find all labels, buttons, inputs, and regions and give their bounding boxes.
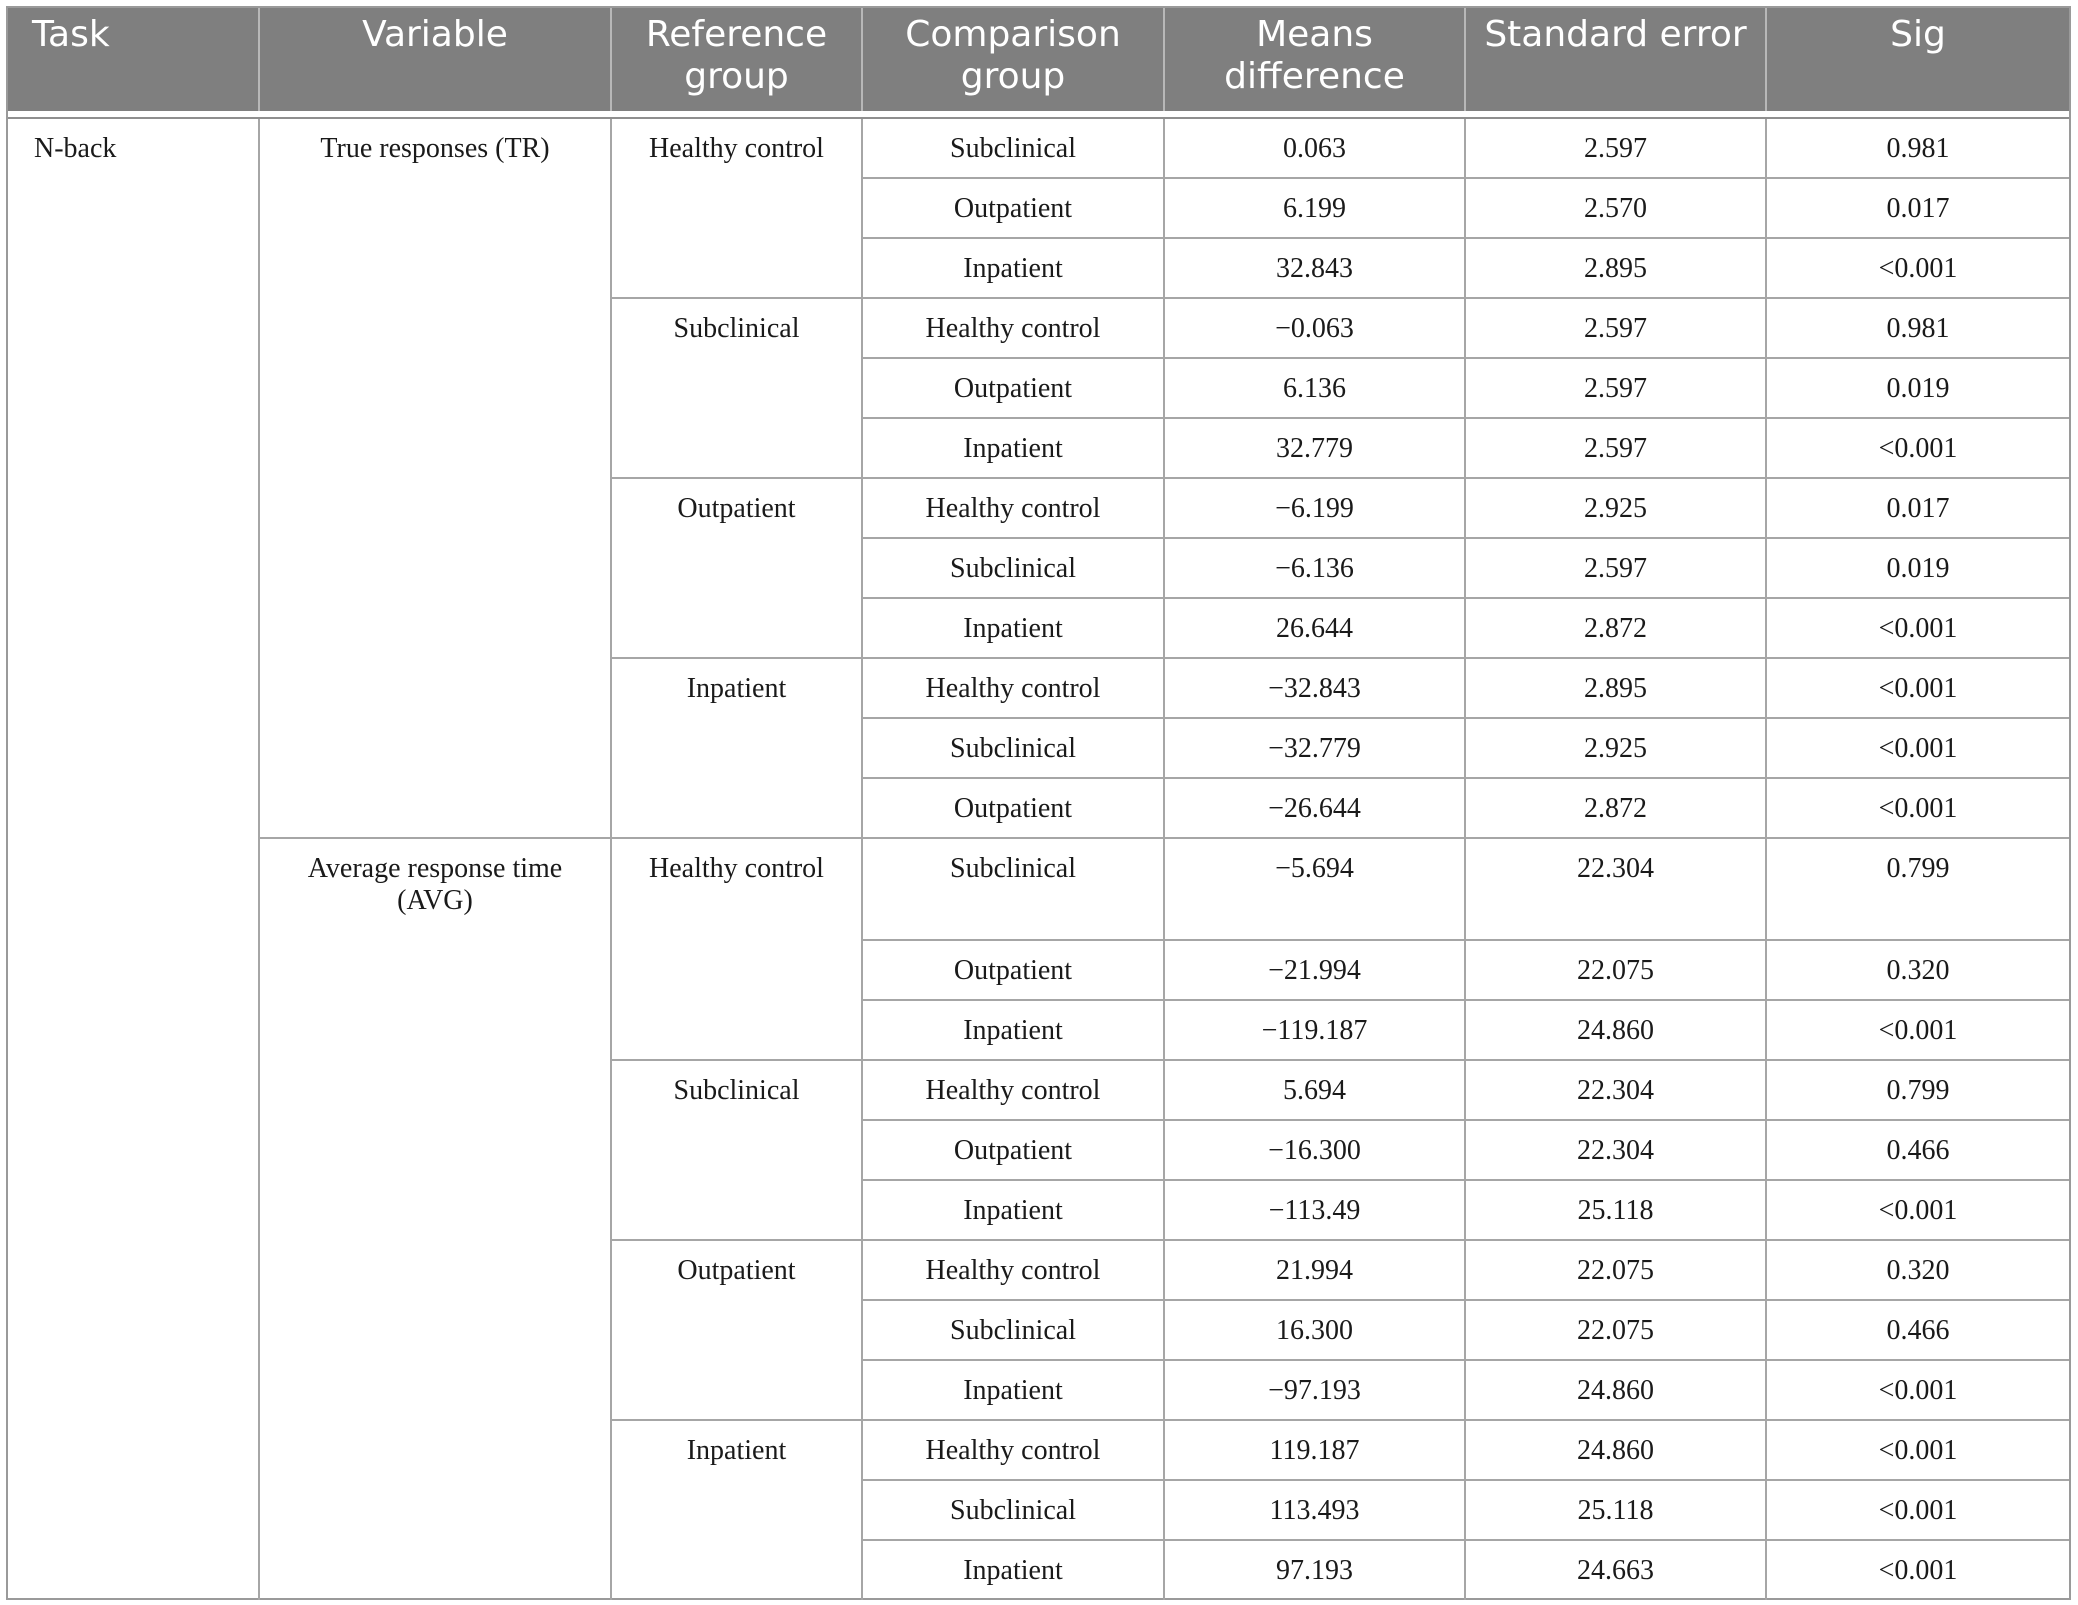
standard-error-cell: 2.895 bbox=[1465, 238, 1766, 298]
header-variable: Variable bbox=[259, 8, 611, 111]
reference-group-cell: Subclinical bbox=[611, 1060, 862, 1240]
table-header bbox=[8, 8, 2069, 118]
means-difference-cell: 26.644 bbox=[1164, 598, 1465, 658]
sig-cell: <0.001 bbox=[1766, 418, 2069, 478]
means-difference-cell: 119.187 bbox=[1164, 1420, 1465, 1480]
comparison-group-cell: Inpatient bbox=[862, 1540, 1164, 1600]
sig-cell: 0.799 bbox=[1766, 838, 2069, 940]
sig-cell: 0.019 bbox=[1766, 538, 2069, 598]
sig-cell: <0.001 bbox=[1766, 1360, 2069, 1420]
comparison-group-cell: Inpatient bbox=[862, 1000, 1164, 1060]
variable-cell: Average response time (AVG) bbox=[259, 838, 611, 1600]
means-difference-cell: 0.063 bbox=[1164, 118, 1465, 178]
comparison-group-cell: Healthy control bbox=[862, 478, 1164, 538]
means-difference-cell: −16.300 bbox=[1164, 1120, 1465, 1180]
means-difference-cell: 6.199 bbox=[1164, 178, 1465, 238]
sig-cell: <0.001 bbox=[1766, 1480, 2069, 1540]
comparison-group-cell: Subclinical bbox=[862, 1480, 1164, 1540]
standard-error-cell: 24.860 bbox=[1465, 1420, 1766, 1480]
sig-cell: <0.001 bbox=[1766, 1000, 2069, 1060]
standard-error-cell: 24.663 bbox=[1465, 1540, 1766, 1600]
standard-error-cell: 22.075 bbox=[1465, 1240, 1766, 1300]
standard-error-cell: 2.597 bbox=[1465, 298, 1766, 358]
means-difference-cell: −21.994 bbox=[1164, 940, 1465, 1000]
means-difference-cell: −0.063 bbox=[1164, 298, 1465, 358]
sig-cell: <0.001 bbox=[1766, 1540, 2069, 1600]
header-sig: Sig bbox=[1766, 8, 2069, 111]
comparison-group-cell: Inpatient bbox=[862, 418, 1164, 478]
standard-error-cell: 22.304 bbox=[1465, 838, 1766, 940]
means-difference-cell: −6.199 bbox=[1164, 478, 1465, 538]
comparison-group-cell: Healthy control bbox=[862, 658, 1164, 718]
comparison-group-cell: Healthy control bbox=[862, 1240, 1164, 1300]
standard-error-cell: 2.597 bbox=[1465, 538, 1766, 598]
comparison-group-cell: Subclinical bbox=[862, 838, 1164, 940]
comparison-group-cell: Outpatient bbox=[862, 778, 1164, 838]
sig-cell: <0.001 bbox=[1766, 598, 2069, 658]
comparison-group-cell: Healthy control bbox=[862, 1060, 1164, 1120]
task-cell: N-back bbox=[8, 118, 259, 1600]
comparison-group-cell: Outpatient bbox=[862, 940, 1164, 1000]
standard-error-cell: 2.597 bbox=[1465, 358, 1766, 418]
reference-group-cell: Inpatient bbox=[611, 1420, 862, 1600]
variable-cell: True responses (TR) bbox=[259, 118, 611, 838]
post-hoc-comparison-table bbox=[8, 8, 2069, 1600]
header-reference-group: Reference group bbox=[611, 8, 862, 111]
standard-error-cell: 25.118 bbox=[1465, 1180, 1766, 1240]
means-difference-cell: 5.694 bbox=[1164, 1060, 1465, 1120]
table-row bbox=[8, 838, 2069, 940]
header-task: Task bbox=[8, 8, 259, 111]
comparison-group-cell: Healthy control bbox=[862, 1420, 1164, 1480]
comparison-group-cell: Subclinical bbox=[862, 1300, 1164, 1360]
means-difference-cell: 6.136 bbox=[1164, 358, 1465, 418]
standard-error-cell: 2.925 bbox=[1465, 478, 1766, 538]
comparison-group-cell: Outpatient bbox=[862, 178, 1164, 238]
means-difference-cell: 32.843 bbox=[1164, 238, 1465, 298]
sig-cell: 0.017 bbox=[1766, 478, 2069, 538]
means-difference-cell: −5.694 bbox=[1164, 838, 1465, 940]
reference-group-cell: Healthy control bbox=[611, 118, 862, 298]
sig-cell: <0.001 bbox=[1766, 1180, 2069, 1240]
sig-cell: 0.981 bbox=[1766, 298, 2069, 358]
sig-cell: <0.001 bbox=[1766, 1420, 2069, 1480]
standard-error-cell: 2.872 bbox=[1465, 598, 1766, 658]
sig-cell: 0.017 bbox=[1766, 178, 2069, 238]
standard-error-cell: 2.570 bbox=[1465, 178, 1766, 238]
means-difference-cell: −119.187 bbox=[1164, 1000, 1465, 1060]
means-difference-cell: −113.49 bbox=[1164, 1180, 1465, 1240]
comparison-group-cell: Outpatient bbox=[862, 1120, 1164, 1180]
standard-error-cell: 2.925 bbox=[1465, 718, 1766, 778]
comparison-group-cell: Inpatient bbox=[862, 238, 1164, 298]
table-row bbox=[8, 118, 2069, 178]
standard-error-cell: 22.304 bbox=[1465, 1060, 1766, 1120]
comparison-group-cell: Subclinical bbox=[862, 538, 1164, 598]
means-difference-cell: −6.136 bbox=[1164, 538, 1465, 598]
comparison-group-cell: Inpatient bbox=[862, 598, 1164, 658]
sig-cell: 0.981 bbox=[1766, 118, 2069, 178]
means-difference-cell: 113.493 bbox=[1164, 1480, 1465, 1540]
header-means-difference: Means difference bbox=[1164, 8, 1465, 111]
comparison-group-cell: Healthy control bbox=[862, 298, 1164, 358]
comparison-group-cell: Inpatient bbox=[862, 1180, 1164, 1240]
standard-error-cell: 22.075 bbox=[1465, 1300, 1766, 1360]
sig-cell: <0.001 bbox=[1766, 778, 2069, 838]
means-difference-cell: −97.193 bbox=[1164, 1360, 1465, 1420]
header-standard-error: Standard error bbox=[1465, 8, 1766, 111]
header-comparison-group: Comparison group bbox=[862, 8, 1164, 111]
sig-cell: <0.001 bbox=[1766, 658, 2069, 718]
sig-cell: 0.019 bbox=[1766, 358, 2069, 418]
means-difference-cell: 16.300 bbox=[1164, 1300, 1465, 1360]
standard-error-cell: 25.118 bbox=[1465, 1480, 1766, 1540]
comparison-group-cell: Inpatient bbox=[862, 1360, 1164, 1420]
reference-group-cell: Healthy control bbox=[611, 838, 862, 1060]
means-difference-cell: 21.994 bbox=[1164, 1240, 1465, 1300]
results-table-container bbox=[6, 6, 2071, 1600]
reference-group-cell: Inpatient bbox=[611, 658, 862, 838]
means-difference-cell: −26.644 bbox=[1164, 778, 1465, 838]
reference-group-cell: Outpatient bbox=[611, 1240, 862, 1420]
comparison-group-cell: Subclinical bbox=[862, 718, 1164, 778]
standard-error-cell: 2.597 bbox=[1465, 418, 1766, 478]
standard-error-cell: 24.860 bbox=[1465, 1000, 1766, 1060]
comparison-group-cell: Subclinical bbox=[862, 118, 1164, 178]
standard-error-cell: 2.597 bbox=[1465, 118, 1766, 178]
sig-cell: <0.001 bbox=[1766, 238, 2069, 298]
sig-cell: 0.466 bbox=[1766, 1120, 2069, 1180]
standard-error-cell: 2.895 bbox=[1465, 658, 1766, 718]
sig-cell: 0.799 bbox=[1766, 1060, 2069, 1120]
means-difference-cell: −32.843 bbox=[1164, 658, 1465, 718]
sig-cell: <0.001 bbox=[1766, 718, 2069, 778]
standard-error-cell: 22.304 bbox=[1465, 1120, 1766, 1180]
means-difference-cell: 32.779 bbox=[1164, 418, 1465, 478]
reference-group-cell: Subclinical bbox=[611, 298, 862, 478]
sig-cell: 0.466 bbox=[1766, 1300, 2069, 1360]
reference-group-cell: Outpatient bbox=[611, 478, 862, 658]
means-difference-cell: −32.779 bbox=[1164, 718, 1465, 778]
standard-error-cell: 22.075 bbox=[1465, 940, 1766, 1000]
sig-cell: 0.320 bbox=[1766, 1240, 2069, 1300]
table-body bbox=[8, 118, 2069, 1600]
comparison-group-cell: Outpatient bbox=[862, 358, 1164, 418]
standard-error-cell: 24.860 bbox=[1465, 1360, 1766, 1420]
standard-error-cell: 2.872 bbox=[1465, 778, 1766, 838]
sig-cell: 0.320 bbox=[1766, 940, 2069, 1000]
means-difference-cell: 97.193 bbox=[1164, 1540, 1465, 1600]
